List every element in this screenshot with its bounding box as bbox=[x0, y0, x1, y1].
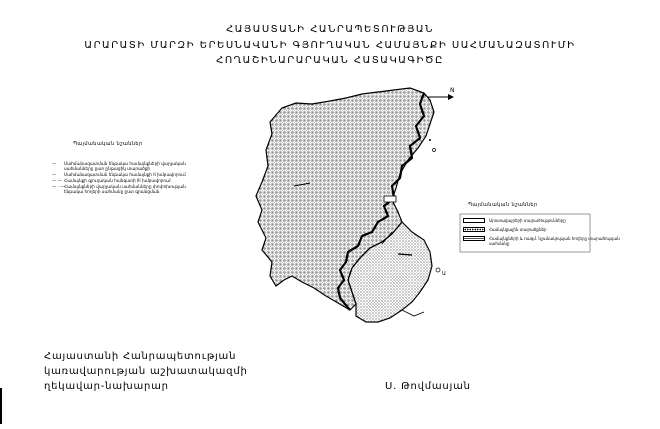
boundary-tick bbox=[402, 310, 424, 316]
legend-swatch-dots bbox=[463, 227, 485, 232]
title-line-3: ՀՈՂԱՇԻՆԱՐԱՐԱԿԱՆ ՀԱՏԱԿԱԳԻԾԸ bbox=[216, 55, 444, 66]
boundary-point bbox=[429, 139, 431, 141]
legend-swatch-plain bbox=[463, 218, 485, 223]
legend-left-item: — · —Համայնքների վարչական սահմանները փոփոխության bbox=[52, 184, 186, 189]
signature-line-3: ղեկավար-նախարար bbox=[44, 381, 169, 392]
scan-edge-mark bbox=[0, 388, 2, 424]
legend-left-item: — Սահմանազատման ենթակա համայնքների վարչական bbox=[52, 161, 186, 166]
legend-left-item: — Սահմանազատման ենթակա համայնքի II խմբավորում bbox=[52, 172, 186, 177]
title-line-2: ԱՐԱՐԱՏԻ ՄԱՐԶԻ ԵՐԵՍՆԱՎԱՆԻ ԳՅՈՒՂԱԿԱՆ ՀԱՄԱՅՆՔԻ ՍԱՀՄԱՆԱԶԱՏՈՒՄԻ bbox=[84, 40, 576, 51]
north-label: N bbox=[450, 87, 455, 94]
legend-right-item: Արոտավայրերի տարածությունները bbox=[463, 218, 623, 223]
title-line-1: ՀԱՅԱՍՏԱՆԻ ՀԱՆՐԱՊԵՏՈՒԹՅԱՆ bbox=[226, 24, 434, 35]
inner-parcel bbox=[384, 196, 396, 202]
legend-left-item: ենթակա հողերի սահմանը ըստ գրանցման bbox=[64, 189, 160, 194]
signature-line-1: Հայաստանի Հանրապետության bbox=[44, 351, 237, 362]
signature-line-2: կառավարության աշխատակազմի bbox=[44, 366, 248, 377]
legend-left-item: սահմանները ըստ ընթացիկ տարածքի bbox=[64, 166, 151, 171]
boundary-point bbox=[436, 268, 440, 272]
north-arrow-head-icon bbox=[448, 94, 454, 100]
legend-right-item: Համայնքային տարածքներ bbox=[463, 227, 623, 232]
legend-right-title: Պայմանական նշաններ bbox=[468, 202, 538, 208]
boundary-point-label: Ա bbox=[442, 271, 446, 277]
legend-right-item: Համայնքների և ռազմ. նշանակության հողերը տարածության սահմանը bbox=[463, 236, 623, 246]
legend-left-item: — — Համայնքի գյուղական հանգստի III խմբավորում bbox=[52, 178, 171, 183]
boundary-point bbox=[433, 149, 436, 152]
signer-name: Ս. Թովմասյան bbox=[385, 381, 471, 392]
legend-swatch-grid bbox=[463, 236, 485, 241]
legend-left-title: Պայմանական նշաններ bbox=[73, 141, 143, 147]
